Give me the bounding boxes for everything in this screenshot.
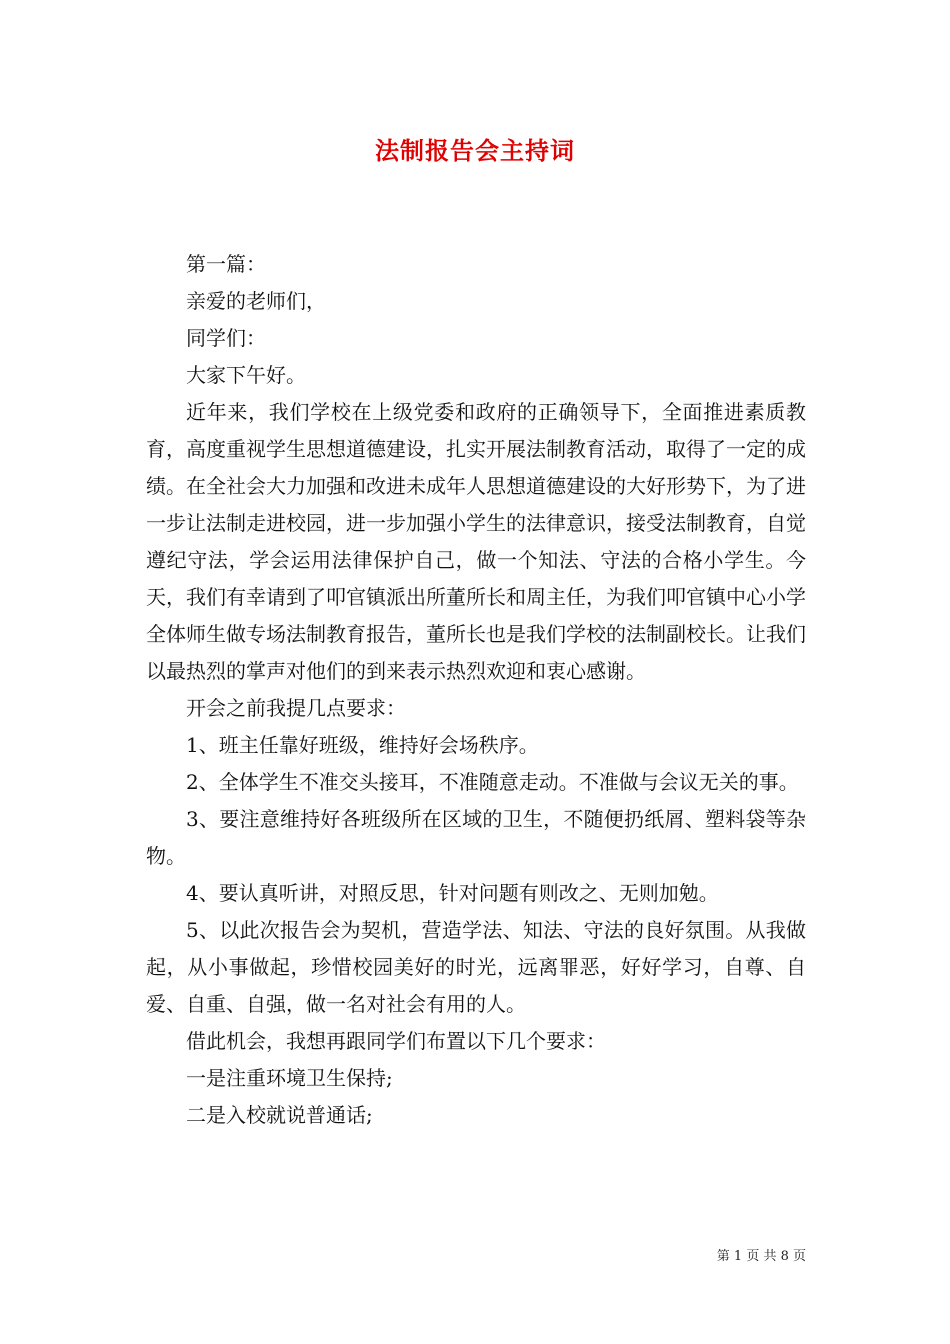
paragraph: 2、全体学生不准交头接耳，不准随意走动。不准做与会议无关的事。 xyxy=(186,770,799,794)
paragraph: 5、以此次报告会为契机，营造学法、知法、守法的良好氛围。从我做起，从小事做起，珍惜校园美好的时光，远离罪恶，好好学习，自尊、自爱、自重、自强，做一名对社会有用的人。 xyxy=(146,918,806,1016)
paragraph: 1、班主任靠好班级，维持好会场秩序。 xyxy=(186,733,539,757)
paragraph: 大家下午好。 xyxy=(186,363,306,387)
paragraph: 4、要认真听讲，对照反思，针对问题有则改之、无则加勉。 xyxy=(186,881,719,905)
paragraph: 亲爱的老师们， xyxy=(186,289,326,313)
paragraph: 3、要注意维持好各班级所在区域的卫生，不随便扔纸屑、塑料袋等杂物。 xyxy=(146,807,806,868)
page-title: 法制报告会主持词 xyxy=(375,136,575,165)
paragraph: 一是注重环境卫生保持; xyxy=(186,1066,393,1090)
paragraph: 开会之前我提几点要求： xyxy=(186,696,406,720)
document-body xyxy=(146,246,806,1134)
page-number: 第 1 页 共 8 页 xyxy=(716,1249,806,1264)
paragraph: 第一篇： xyxy=(186,252,266,276)
paragraph: 近年来，我们学校在上级党委和政府的正确领导下，全面推进素质教育，高度重视学生思想道德建设，扎实开展法制教育活动，取得了一定的成绩。在全社会大力加强和改进未成年人思想道德建设的大好形势下，为了进一步让法制走进校园，进一步加强小学生的法律意识，接受法制教育，自觉遵纪守法，学会运用法律保护自己，做一个知法、守法的合格小学生。今天，我们有幸请到了叩官镇派出所董所长和周主任，为我们叩官镇中心小学全体师生做专场法制教育报告，董所长也是我们学校的法制副校长。让我们以最热烈的掌声对他们的到来表示热烈欢迎和衷心感谢。 xyxy=(146,400,806,683)
paragraph: 借此机会，我想再跟同学们布置以下几个要求： xyxy=(186,1029,606,1053)
paragraph: 二是入校就说普通话; xyxy=(186,1103,373,1127)
paragraph: 同学们： xyxy=(186,326,266,350)
